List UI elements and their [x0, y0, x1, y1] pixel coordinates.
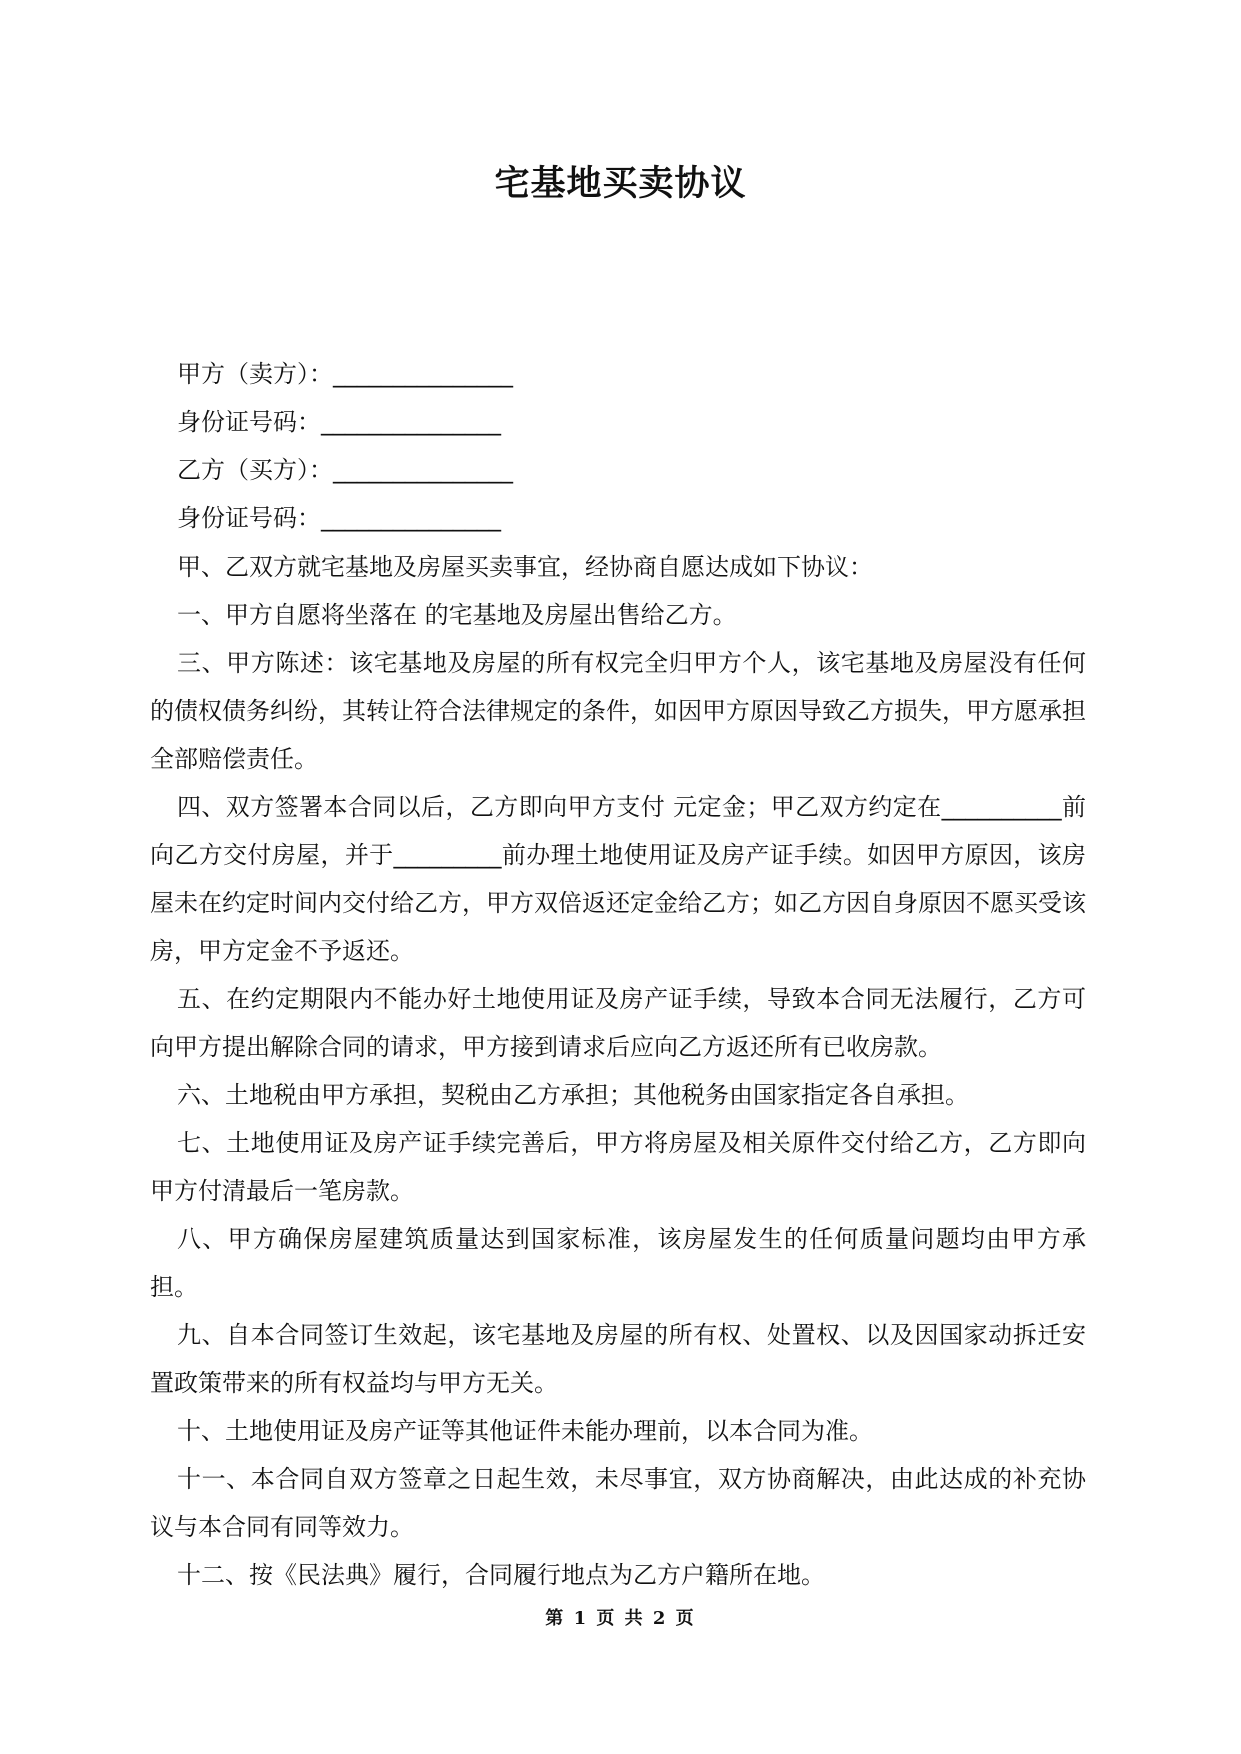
clause-10: 十、土地使用证及房产证等其他证件未能办理前，以本合同为准。 [177, 1417, 873, 1445]
clause-5: 五、在约定期限内不能办好土地使用证及房产证手续，导致本合同无法履行，乙方可向甲方提出解除合同的请求，甲方接到请求后应向乙方返还所有已收房款。 [150, 985, 1086, 1061]
clause-1: 一、甲方自愿将坐落在 的宅基地及房屋出售给乙方。 [177, 601, 737, 629]
clause-4: 四、双方签署本合同以后，乙方即向甲方支付 元定金；甲乙双方约定在__________前向乙方交付房屋，并于_________前办理土地使用证及房产证手续。如因甲方原因，该房屋未在约定时间内交付给乙方，甲方双倍返还定金给乙方；如乙方因自身原因不愿买受该房，甲方定金不予返还。 [150, 793, 1086, 965]
clause-7: 七、土地使用证及房产证手续完善后，甲方将房屋及相关原件交付给乙方，乙方即向甲方付清最后一笔房款。 [150, 1129, 1086, 1205]
seller-name-line [177, 350, 877, 398]
buyer-id-line [177, 494, 877, 542]
buyer-name-label: 乙方（买方）： [177, 456, 333, 484]
buyer-name-blank: _______________ [333, 456, 513, 484]
clause-11: 十一、本合同自双方签章之日起生效，未尽事宜，双方协商解决，由此达成的补充协议与本合同有同等效力。 [150, 1465, 1086, 1541]
clause-6: 六、土地税由甲方承担，契税由乙方承担；其他税务由国家指定各自承担。 [177, 1081, 969, 1109]
buyer-name-line [177, 446, 877, 494]
page-number-footer: 第 1 页 共 2 页 [545, 1608, 696, 1629]
clause-9: 九、自本合同签订生效起，该宅基地及房屋的所有权、处置权、以及因国家动拆迁安置政策带来的所有权益均与甲方无关。 [150, 1321, 1086, 1397]
party-info-list [177, 350, 877, 542]
seller-id-label: 身份证号码： [177, 408, 321, 436]
buyer-id-label: 身份证号码： [177, 504, 321, 532]
clause-12: 十二、按《民法典》履行，合同履行地点为乙方户籍所在地。 [177, 1561, 825, 1589]
intro-paragraph: 甲、乙双方就宅基地及房屋买卖事宜，经协商自愿达成如下协议： [177, 553, 873, 581]
buyer-id-blank: _______________ [321, 504, 501, 532]
clause-8: 八、甲方确保房屋建筑质量达到国家标准，该房屋发生的任何质量问题均由甲方承担。 [150, 1225, 1086, 1301]
agreement-body [150, 543, 1086, 1599]
clause-3: 三、甲方陈述：该宅基地及房屋的所有权完全归甲方个人，该宅基地及房屋没有任何的债权债务纠纷，其转让符合法律规定的条件，如因甲方原因导致乙方损失，甲方愿承担全部赔偿责任。 [150, 649, 1086, 773]
document-title: 宅基地买卖协议 [494, 164, 747, 204]
seller-id-blank: _______________ [321, 408, 501, 436]
seller-id-line [177, 398, 877, 446]
seller-name-label: 甲方（卖方）： [177, 360, 333, 388]
seller-name-blank: _______________ [333, 360, 513, 388]
